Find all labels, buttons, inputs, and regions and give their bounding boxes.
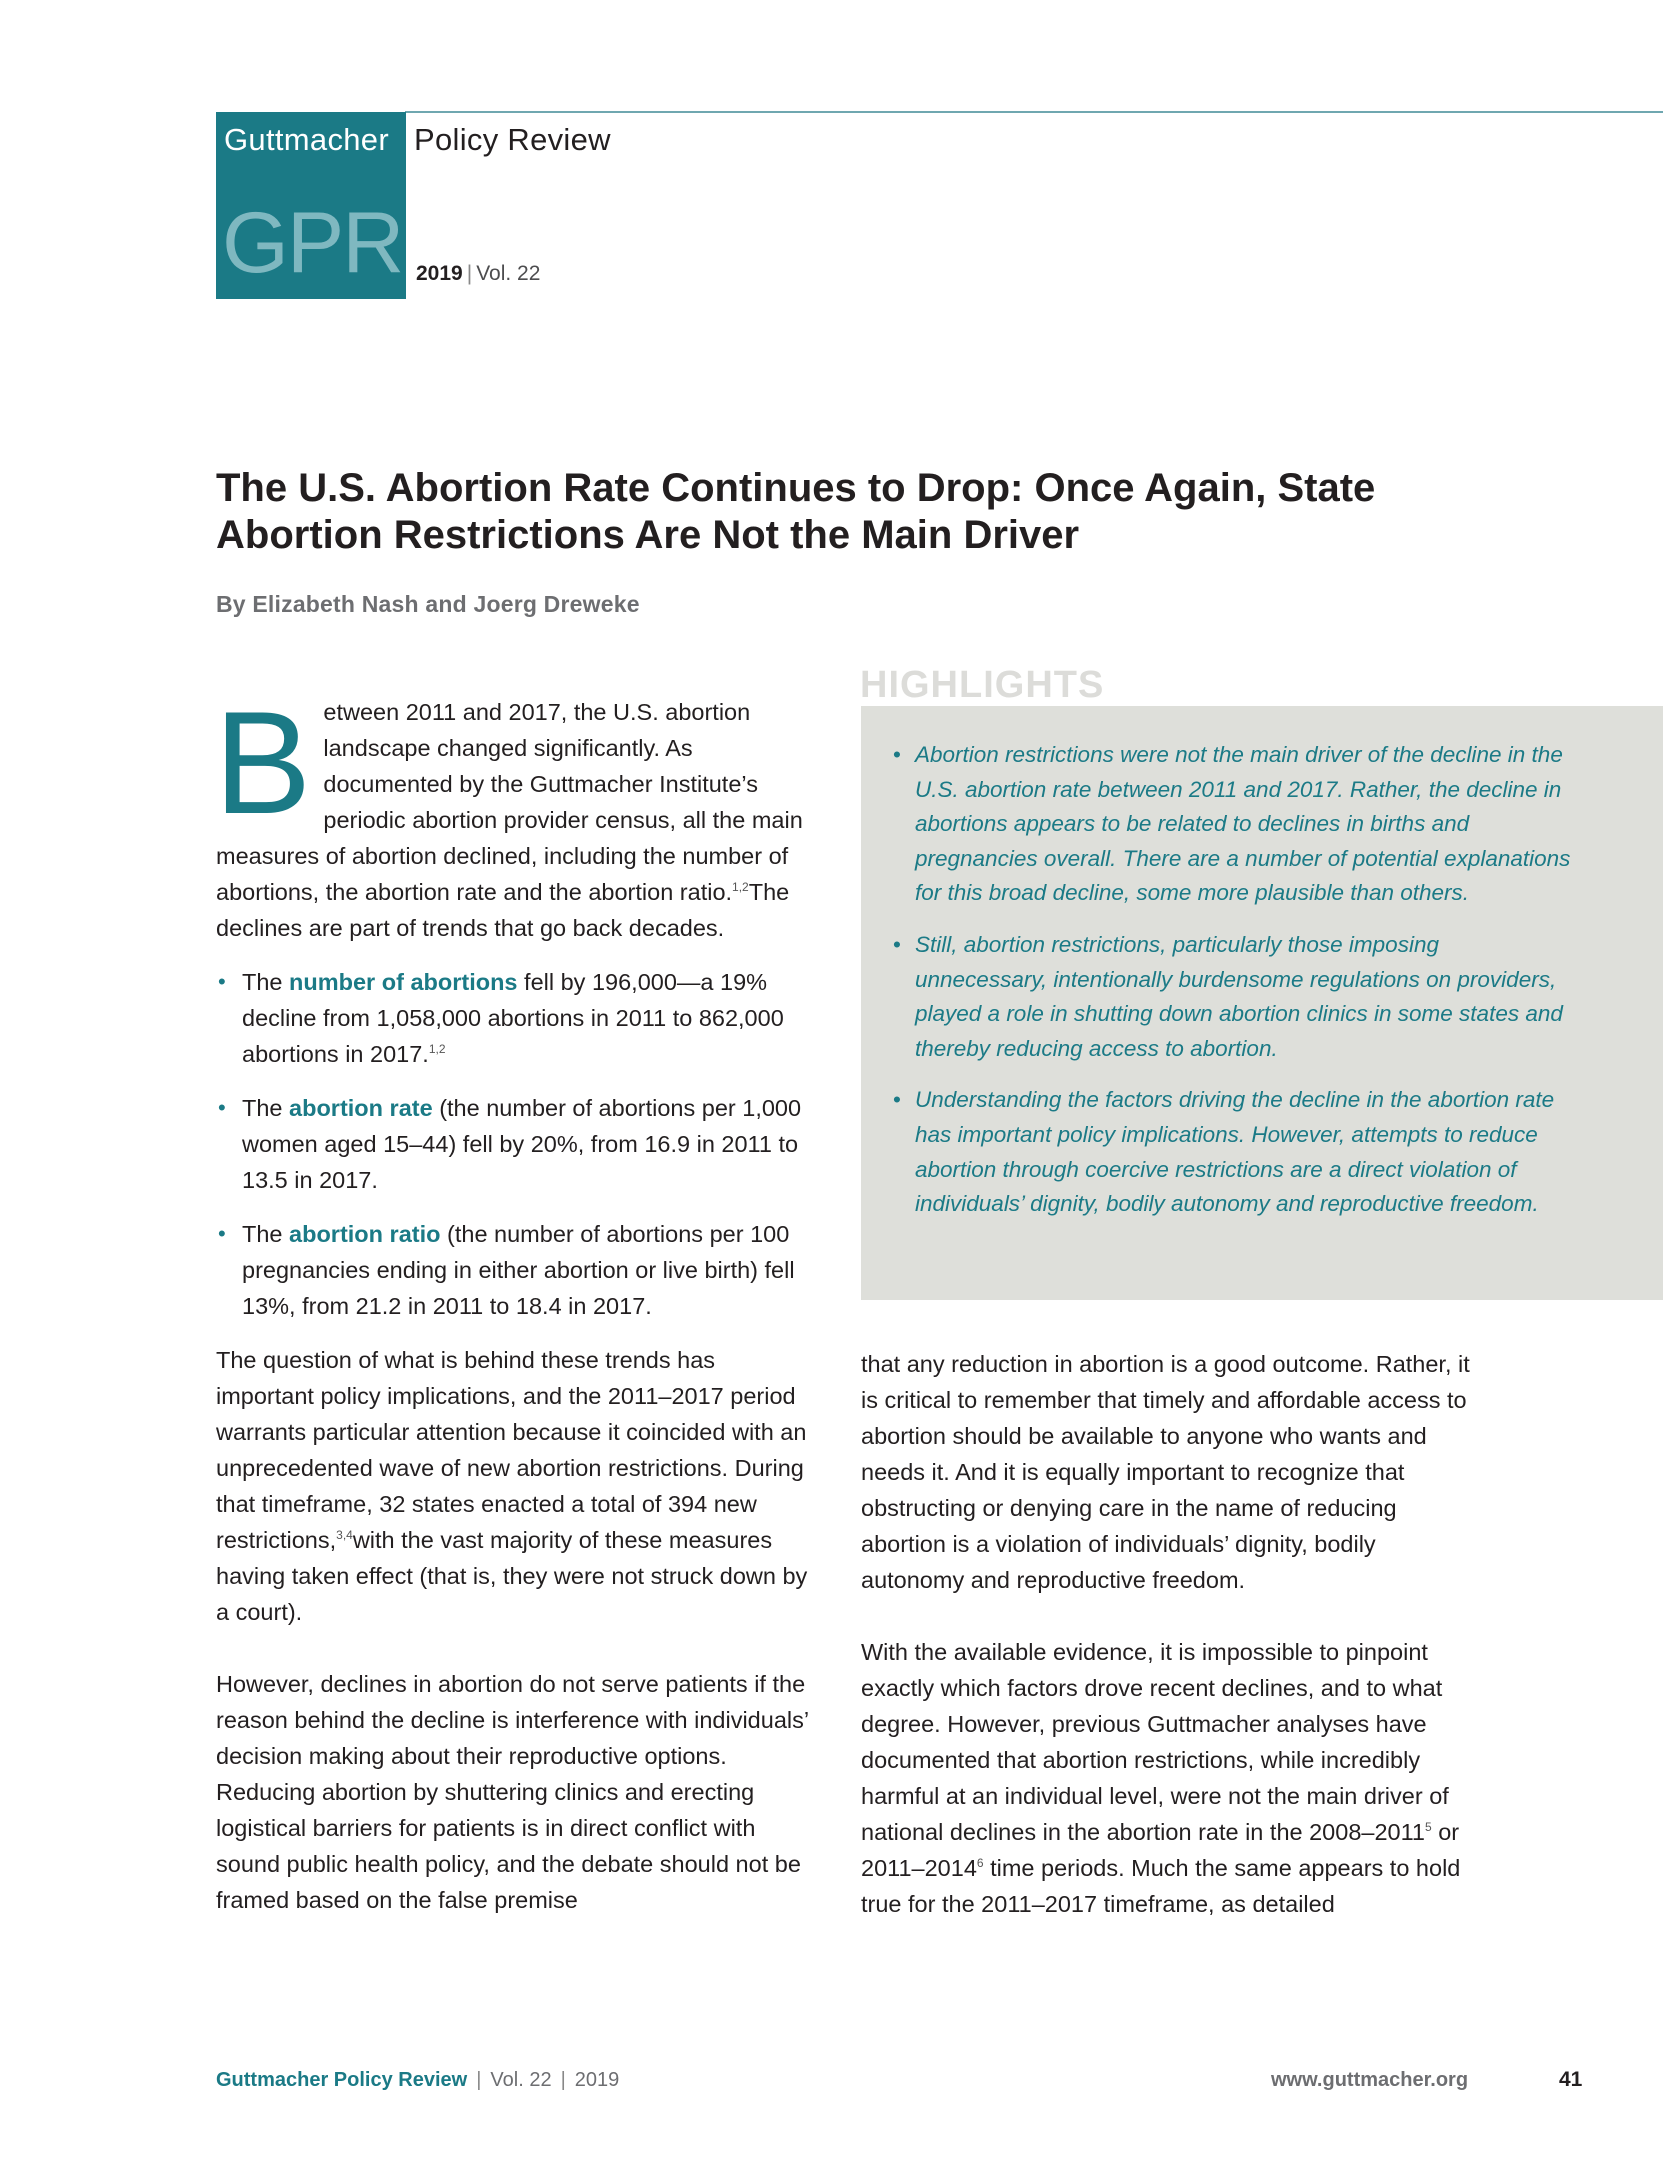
keyword-abortion-ratio: abortion ratio [289,1221,441,1247]
footnote-ref: 3,4 [336,1528,353,1543]
list-item: • Abortion restrictions were not the main driver of the decline in the U.S. abortion rate between 2011 and 2017. Rather, the decline in abortions appears to be related to declines in births and pregnancies overall. There are a number of potential explanations for this broad decline, some more plausible than others. [893,738,1573,911]
body-paragraph: The question of what is behind these trends has important policy implications, and the 2011–2017 period warrants particular attention because it coincided with an unprecedented wave of new abortion restrictions. During that timeframe, 32 states enacted a total of 394 new restrictions,$^{3,4}$with the vast majority of these measures having taken effect (that is, they were not struck down by a court). [216,1347,808,1625]
key-stats-list [216,964,818,1324]
masthead-year: 2019 [416,262,463,285]
footer-citation: Guttmacher Policy Review | Vol. 22 | 2019 [216,2069,620,2091]
body-paragraph: With the available evidence, it is impossible to pinpoint exactly which factors drove recent declines, and to what degree. However, previous Guttmacher analyses have documented that abortion restrictions, while incredibly harmful at an individual level, were not the main driver of national declines in the abortion rate in the 2008–2011$^5$ or 2011–2014$^6$ time periods. Much the same appears to hold true for the 2011–2017 timeframe, as detailed [861,1639,1461,1917]
footer-journal: Guttmacher Policy Review [216,2069,468,2091]
footer-volume: Vol. 22 [490,2069,552,2091]
bullet-icon: • [893,931,901,957]
drop-cap: B [214,681,312,844]
highlights-list [893,738,1573,1239]
masthead-issue [416,262,540,286]
bullet-icon: • [893,1087,901,1113]
list-item: • The abortion rate (the number of abortions per 1,000 women aged 15–44) fell by 20%, from 16.9 in 2011 to 13.5 in 2017. [216,1090,818,1198]
footnote-ref: 1,2 [428,1042,446,1057]
masthead-volume: Vol. 22 [476,262,541,285]
footnote-ref: 5 [1425,1820,1432,1835]
right-column [861,1346,1481,1922]
footer-year: 2019 [574,2069,620,2091]
keyword-number-of-abortions: number of abortions [289,969,518,995]
masthead-publication: Policy Review [414,122,611,157]
bullet-icon: • [218,969,226,994]
footnote-ref: 6 [976,1856,984,1871]
bullet-icon: • [218,1221,226,1246]
masthead-separator: | [466,262,473,285]
footnote-ref: 1,2 [732,880,749,895]
footer-url-link[interactable]: www.guttmacher.org [1271,2069,1469,2091]
bullet-icon: • [218,1095,226,1120]
list-item: • Still, abortion restrictions, particularly those imposing unnecessary, intentionally burdensome regulations on providers, played a role in shutting down abortion clinics in some states and thereby reducing access to abortion. [893,928,1573,1066]
article-title: The U.S. Abortion Rate Continues to Drop: Once Again, State Abortion Restrictions Are Not the Main Driver [216,466,1376,557]
body-paragraph: that any reduction in abortion is a good outcome. Rather, it is critical to remember that timely and affordable access to abortion should be available to anyone who wants and needs it. And it is equally important to recognize that obstructing or denying care in the name of reducing abortion is a violation of individuals’ dignity, bodily autonomy and reproductive freedom. [861,1351,1470,1593]
body-paragraph: However, declines in abortion do not serve patients if the reason behind the decline is interference with individuals’ decision making about their reproductive options. Reducing abortion by shuttering clinics and erecting logistical barriers for patients is in direct conflict with sound public health policy, and the debate should not be framed based on the false premise [216,1671,809,1913]
left-column [214,681,818,1918]
list-item: • Understanding the factors driving the decline in the abortion rate has important policy implications. However, attempts to reduce abortion through coercive restrictions are a direct violation of individuals’ dignity, bodily autonomy and reproductive freedom. [893,1083,1573,1221]
list-item: • The number of abortions fell by 196,000—a 19% decline from 1,058,000 abortions in 2011 to 862,000 abortions in 2017.$^{1,2}$ [216,964,818,1072]
keyword-abortion-rate: abortion rate [289,1095,433,1121]
list-item: • The abortion ratio (the number of abortions per 100 pregnancies ending in either abortion or live birth) fell 13%, from 21.2 in 2011 to 18.4 in 2017. [216,1216,818,1324]
article-byline: By Elizabeth Nash and Joerg Dreweke [216,591,640,617]
highlights-heading: HIGHLIGHTS [860,664,1105,706]
masthead-brand: Guttmacher [224,122,389,157]
intro-paragraph: Between 2011 and 2017, the U.S. abortion landscape changed significantly. As documented by the Guttmacher Institute’s periodic abortion provider census, all the main measures of abortion declined, including the number of abortions, the abortion rate and the abortion ratio.$^{1,2}$The declines are part of trends that go back decades. [214,681,803,941]
masthead-logo-text: GPR [222,195,403,291]
masthead-rule [405,111,1663,113]
bullet-icon: • [893,742,901,767]
page-number: 41 [1559,2068,1583,2091]
